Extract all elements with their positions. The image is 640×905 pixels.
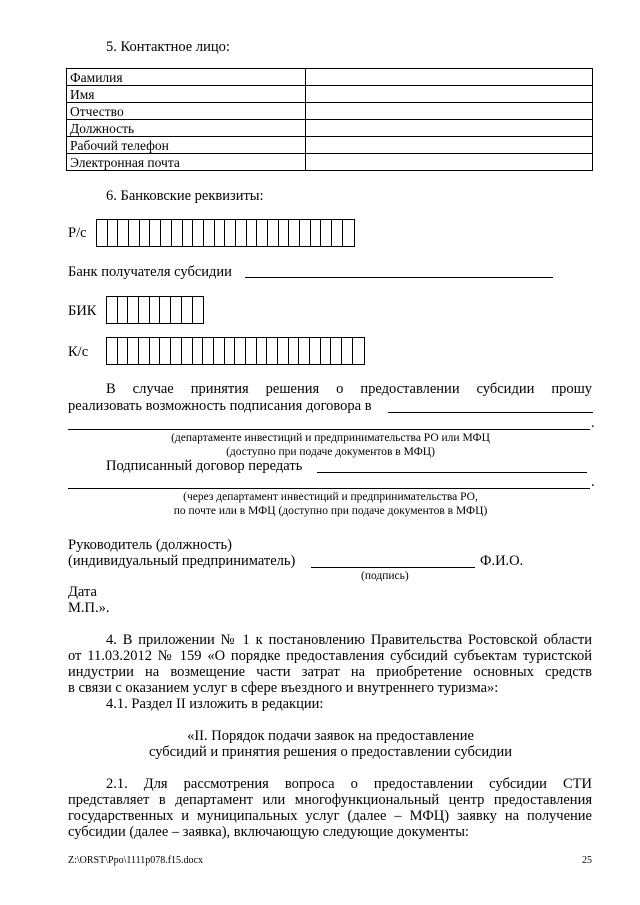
contact-label-surname: Фамилия (67, 69, 306, 86)
rs-input-boxes[interactable] (96, 219, 355, 247)
contact-value-phone[interactable] (306, 137, 593, 154)
bank-label: Банк получателя субсидии (68, 264, 232, 280)
para4-line2: от 11.03.2012 № 159 «О порядке предоставления субсидий субъектам туристской (68, 648, 592, 664)
bik-input-boxes[interactable] (106, 296, 204, 324)
para4-sub: 4.1. Раздел II изложить в редакции: (106, 696, 324, 712)
contact-label-patronymic: Отчество (67, 103, 306, 120)
table-row (67, 154, 593, 171)
para4-line1: 4. В приложении № 1 к постановлению Правительства Ростовской области (106, 632, 592, 648)
bank-input-line[interactable] (245, 277, 553, 278)
para4-line3: индустрии на возмещение части затрат на приобретение основных средств (68, 664, 592, 680)
section2-title-line1: «II. Порядок подачи заявок на предоставление (187, 728, 474, 744)
fio-label: Ф.И.О. (480, 553, 524, 569)
contact-value-surname[interactable] (306, 69, 593, 86)
contact-value-patronymic[interactable] (306, 103, 593, 120)
signing-place-line[interactable] (388, 412, 593, 413)
section2-line3: государственных и муниципальных услуг (далее – МФЦ) заявку на получение (68, 808, 592, 824)
contact-value-name[interactable] (306, 86, 593, 103)
table-row (67, 120, 593, 137)
contact-label-position: Должность (67, 120, 306, 137)
rs-label: Р/с (68, 225, 87, 241)
note1-line2: (доступно при подаче документов в МФЦ) (226, 446, 435, 458)
stamp-label: М.П.». (68, 600, 110, 616)
transfer-input-line-2[interactable] (68, 488, 590, 489)
signing-paragraph-line1: В случае принятия решения о предоставлении субсидии прошу (106, 381, 592, 397)
table-row (67, 103, 593, 120)
note2-line1: (через департамент инвестиций и предпринимательства РО, (183, 491, 478, 503)
transfer-label: Подписанный договор передать (106, 458, 303, 474)
head-entrepreneur-label: (индивидуальный предприниматель) (68, 553, 296, 569)
contact-label-name: Имя (67, 86, 306, 103)
transfer-input-line[interactable] (317, 472, 587, 473)
contact-table (66, 68, 593, 171)
ks-label: К/с (68, 344, 89, 360)
bik-label: БИК (68, 303, 97, 319)
table-row (67, 69, 593, 86)
section2-line2: представляет в департамент или многофункциональный центр предоставления (68, 792, 592, 808)
page-number: 25 (582, 855, 592, 866)
note2-line2: по почте или в МФЦ (доступно при подаче документов в МФЦ) (173, 505, 488, 517)
footer-path: Z:\ORST\Ppo\1111p078.f15.docx (68, 855, 203, 866)
para4-line4: в связи с оказанием услуг в сфере въездного и внутреннего туризма»: (68, 680, 499, 696)
section2-title-line2: субсидий и принятия решения о предоставлении субсидии (149, 744, 512, 760)
signing-paragraph-line2: реализовать возможность подписания договора в (68, 398, 372, 414)
signature-line[interactable] (311, 567, 475, 568)
signing-place-line-2[interactable] (68, 429, 590, 430)
contact-label-email: Электронная почта (67, 154, 306, 171)
contact-value-position[interactable] (306, 120, 593, 137)
contact-label-phone: Рабочий телефон (67, 137, 306, 154)
signature-note: (подпись) (361, 570, 409, 582)
section5-heading: 5. Контактное лицо: (106, 39, 230, 55)
table-row (67, 137, 593, 154)
section6-heading: 6. Банковские реквизиты: (106, 188, 264, 204)
section2-line4: субсидии (далее – заявка), включающую следующие документы: (68, 824, 470, 840)
contact-value-email[interactable] (306, 154, 593, 171)
ks-input-boxes[interactable] (106, 337, 365, 365)
section2-line1: 2.1. Для рассмотрения вопроса о предоставлении субсидии СТИ (106, 776, 592, 792)
date-label: Дата (68, 584, 97, 600)
head-position-label: Руководитель (должность) (68, 537, 232, 553)
note1-line1: (департаменте инвестиций и предпринимательства РО или МФЦ (171, 432, 490, 444)
table-row (67, 86, 593, 103)
